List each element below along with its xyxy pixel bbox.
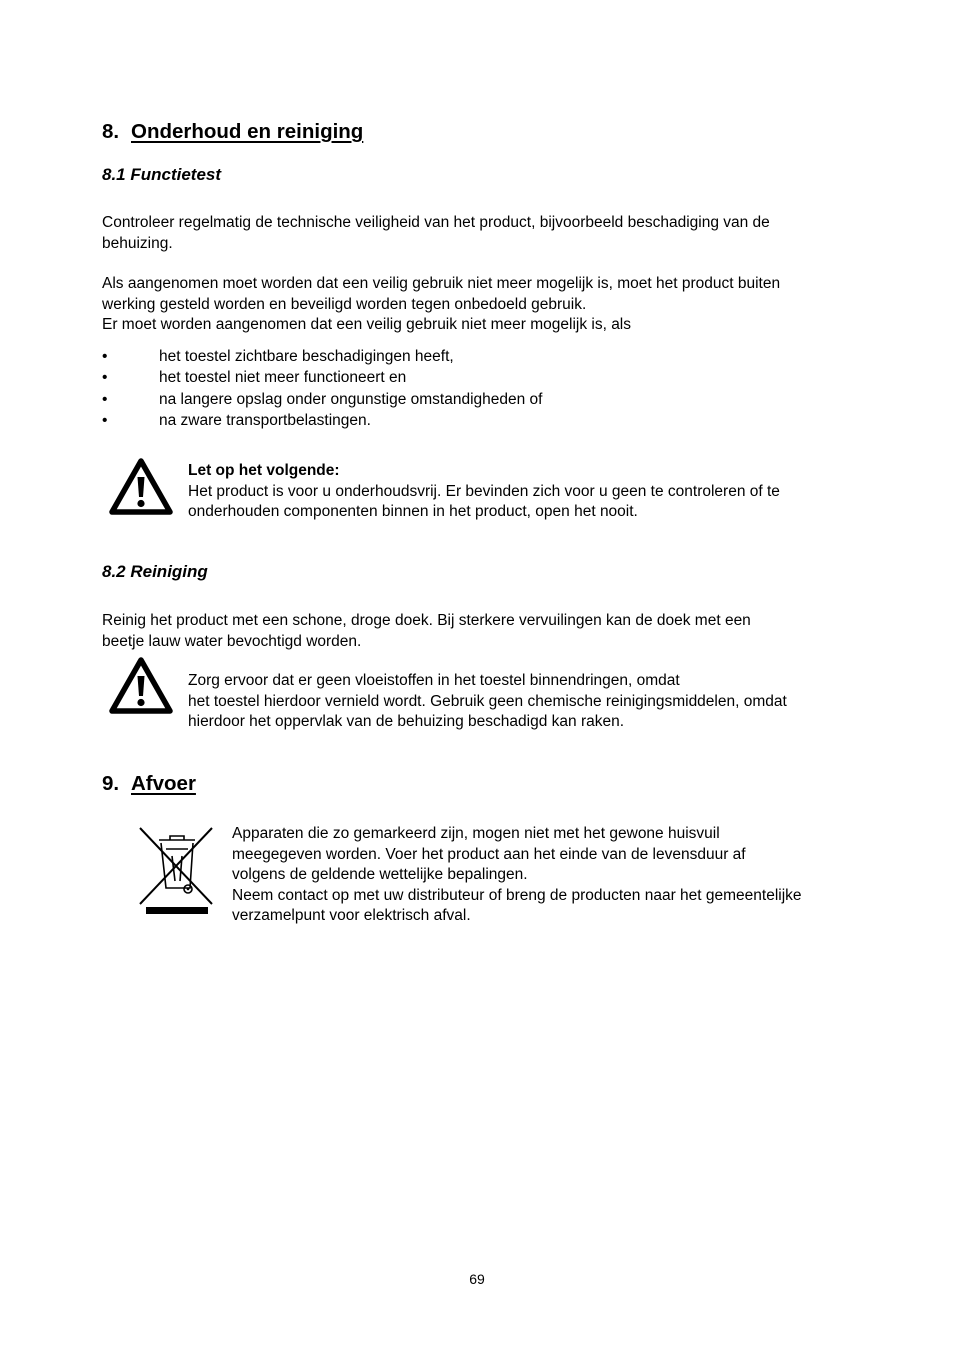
text-line: werking gesteld worden en beveiligd worden tegen onbedoeld gebruik. [102,295,587,313]
text-line: Reinig het product met een schone, droge doek. Bij sterkere vervuilingen kan de doek met een [102,612,751,629]
warning-triangle-icon [109,657,173,715]
subsection-8-1-heading: 8.1 Functietest [102,165,222,184]
text-line: verzamelpunt voor elektrisch afval. [232,907,471,924]
list-item [102,410,543,431]
text-line: hierdoor het oppervlak van de behuizing beschadigd kan raken. [188,713,625,730]
list-item-text: het toestel niet meer functioneert en [159,369,407,387]
bullet: • [102,390,108,408]
list-item [102,367,543,388]
warning-triangle-icon [109,458,173,516]
warning-heading: Let op het volgende: [188,462,340,479]
section-9-heading [102,772,196,796]
list-item-text: na zware transportbelastingen. [159,411,371,429]
text-line: onderhouden componenten binnen in het product, open het nooit. [188,503,638,520]
text-line: Zorg ervoor dat er geen vloeistoffen in het toestel binnendringen, omdat [188,672,680,689]
paragraph-technical-safety [102,213,770,254]
list-item-text: het toestel zichtbare beschadigingen heeft, [159,348,454,365]
list-item-text: na langere opslag onder ongunstige omstandigheden of [159,390,543,408]
text-line: Apparaten die zo gemarkeerd zijn, mogen niet met het gewone huisvuil [232,825,720,842]
text-line: meegegeven worden. Voer het product aan het einde van de levensduur af [232,845,746,863]
section-8-heading [102,120,363,144]
crossed-out-wheelie-bin-icon [137,826,215,916]
list-item [102,389,543,410]
text-line: beetje lauw water bevochtigd worden. [102,632,362,650]
paragraph-safe-use [102,274,780,336]
page-number: 69 [469,1271,485,1287]
subsection-8-2-heading: 8.2 Reiniging [102,562,208,581]
section-title: Afvoer [131,772,196,795]
warning-note-maintenance [188,461,780,523]
disposal-text [232,824,802,927]
text-line: volgens de geldende wettelijke bepalingen. [232,866,528,883]
section-title: Onderhoud en reiniging [131,120,364,143]
text-line: het toestel hierdoor vernield wordt. Gebruik geen chemische reinigingsmiddelen, omdat [188,692,787,710]
paragraph-cleaning [102,611,751,652]
list-item [102,346,543,367]
text-line: behuizing. [102,234,173,252]
warning-note-liquids [188,671,787,733]
bullet-list [102,346,543,431]
text-line: Het product is voor u onderhoudsvrij. Er bevinden zich voor u geen te controleren of te [188,482,780,500]
text-line: Als aangenomen moet worden dat een veilig gebruik niet meer mogelijk is, moet het product buiten [102,275,781,292]
text-line: Er moet worden aangenomen dat een veilig gebruik niet meer mogelijk is, als [102,316,632,333]
text-line: Controleer regelmatig de technische veiligheid van het product, bijvoorbeeld beschadiging van de [102,214,770,231]
bullet: • [102,348,108,365]
bullet: • [102,369,108,387]
text-line: Neem contact op met uw distributeur of breng de producten naar het gemeentelijke [232,886,802,904]
bullet: • [102,411,108,429]
section-number: 8. [102,120,120,143]
section-number: 9. [102,772,120,795]
